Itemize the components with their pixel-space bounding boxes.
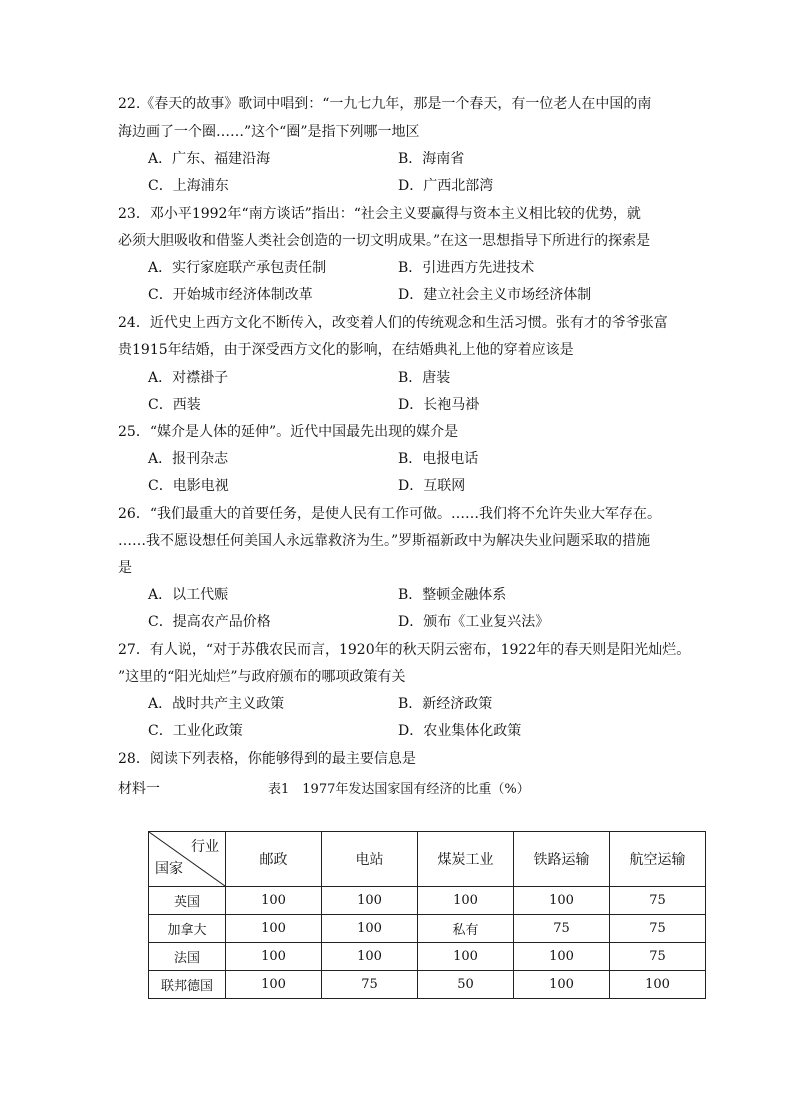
table-cell: 私有 bbox=[418, 915, 514, 943]
column-header: 煤炭工业 bbox=[418, 832, 514, 887]
table-cell: 75 bbox=[610, 915, 706, 943]
q27-line-1: 27．有人说，“对于苏俄农民而言，1920年的秋天阴云密布，1922年的春天则是阳光灿烂。 bbox=[118, 642, 691, 658]
country-cell: 法国 bbox=[149, 943, 226, 971]
table-cell: 75 bbox=[322, 971, 418, 999]
table-cell: 100 bbox=[514, 887, 610, 915]
q22-line-2: 海边画了一个圈……”这个“圈”是指下列哪一地区 bbox=[118, 124, 420, 140]
corner-top-label: 行业 bbox=[191, 839, 219, 855]
table-cell: 100 bbox=[514, 971, 610, 999]
q27-option-a: A．战时共产主义政策 bbox=[148, 696, 285, 712]
table-row bbox=[149, 887, 706, 915]
q26-line-3: 是 bbox=[118, 560, 132, 576]
country-cell: 英国 bbox=[149, 887, 226, 915]
table-cell: 75 bbox=[610, 887, 706, 915]
q23-option-b: B．引进西方先进技术 bbox=[398, 260, 535, 276]
q25-option-d: D．互联网 bbox=[398, 478, 466, 494]
q24-option-c: C．西装 bbox=[148, 397, 201, 413]
table-cell: 100 bbox=[226, 887, 322, 915]
q23-option-c: C．开始城市经济体制改革 bbox=[148, 287, 313, 303]
table-cell: 100 bbox=[322, 943, 418, 971]
corner-bottom-label: 国家 bbox=[155, 861, 183, 877]
q26-option-b: B．整顿金融体系 bbox=[398, 587, 507, 603]
q25-option-a: A．报刊杂志 bbox=[148, 451, 229, 467]
table-title: 表1 1977年发达国家国有经济的比重（%） bbox=[268, 782, 530, 797]
q22-option-c: C．上海浦东 bbox=[148, 178, 229, 194]
q26-line-1: 26．“我们最重大的首要任务，是使人民有工作可做。……我们将不允许失业大军存在。 bbox=[118, 506, 661, 522]
state-economy-table bbox=[148, 831, 706, 999]
q23-line-2: 必须大胆吸收和借鉴人类社会创造的一切文明成果。”在这一思想指导下所进行的探索是 bbox=[118, 233, 651, 249]
column-header: 电站 bbox=[322, 832, 418, 887]
corner-header-cell bbox=[149, 832, 226, 887]
q26-option-d: D．颁布《工业复兴法》 bbox=[398, 614, 550, 630]
q23-option-d: D．建立社会主义市场经济体制 bbox=[398, 287, 592, 303]
q22-line-1: 22.《春天的故事》歌词中唱到：“一九七九年，那是一个春天，有一位老人在中国的南 bbox=[118, 96, 652, 112]
table-cell: 100 bbox=[610, 971, 706, 999]
table-cell: 100 bbox=[418, 943, 514, 971]
q26-line-2: ……我不愿设想任何美国人永远靠救济为生。”罗斯福新政中为解决失业问题采取的措施 bbox=[118, 533, 651, 549]
q26-option-a: A．以工代赈 bbox=[148, 587, 229, 603]
table-cell: 75 bbox=[514, 915, 610, 943]
table-row bbox=[149, 943, 706, 971]
table-cell: 100 bbox=[322, 887, 418, 915]
table-cell: 50 bbox=[418, 971, 514, 999]
q27-option-c: C．工业化政策 bbox=[148, 723, 243, 739]
q23-option-a: A．实行家庭联产承包责任制 bbox=[148, 260, 327, 276]
table-header-row bbox=[149, 832, 706, 887]
q25-line-1: 25．“媒介是人体的延伸”。近代中国最先出现的媒介是 bbox=[118, 424, 459, 440]
q24-line-2: 贵1915年结婚，由于深受西方文化的影响，在结婚典礼上他的穿着应该是 bbox=[118, 342, 574, 358]
q24-option-b: B．唐装 bbox=[398, 370, 451, 386]
q24-option-d: D．长袍马褂 bbox=[398, 397, 480, 413]
q24-line-1: 24．近代史上西方文化不断传入，改变着人们的传统观念和生活习惯。张有才的爷爷张富 bbox=[118, 315, 668, 331]
table-cell: 100 bbox=[226, 915, 322, 943]
material-label: 材料一 bbox=[118, 781, 160, 797]
q22-option-b: B．海南省 bbox=[398, 151, 465, 167]
q25-option-c: C．电影电视 bbox=[148, 478, 229, 494]
q22-option-d: D．广西北部湾 bbox=[398, 178, 494, 194]
country-cell: 加拿大 bbox=[149, 915, 226, 943]
country-cell: 联邦德国 bbox=[149, 971, 226, 999]
q27-line-2: ”这里的“阳光灿烂”与政府颁布的哪项政策有关 bbox=[118, 669, 406, 685]
q24-option-a: A．对襟褂子 bbox=[148, 370, 229, 386]
q27-option-b: B．新经济政策 bbox=[398, 696, 493, 712]
table-row bbox=[149, 915, 706, 943]
table-cell: 75 bbox=[610, 943, 706, 971]
table-cell: 100 bbox=[322, 915, 418, 943]
q22-option-a: A．广东、福建沿海 bbox=[148, 151, 271, 167]
column-header: 邮政 bbox=[226, 832, 322, 887]
q23-line-1: 23．邓小平1992年“南方谈话”指出：“社会主义要赢得与资本主义相比较的优势，就 bbox=[118, 206, 641, 222]
q27-option-d: D．农业集体化政策 bbox=[398, 723, 522, 739]
q28-line-1: 28．阅读下列表格，你能够得到的最主要信息是 bbox=[118, 751, 416, 767]
q25-option-b: B．电报电话 bbox=[398, 451, 479, 467]
table-cell: 100 bbox=[226, 971, 322, 999]
table-cell: 100 bbox=[514, 943, 610, 971]
table-row bbox=[149, 971, 706, 999]
column-header: 航空运输 bbox=[610, 832, 706, 887]
q26-option-c: C．提高农产品价格 bbox=[148, 614, 271, 630]
table-cell: 100 bbox=[226, 943, 322, 971]
column-header: 铁路运输 bbox=[514, 832, 610, 887]
table-cell: 100 bbox=[418, 887, 514, 915]
